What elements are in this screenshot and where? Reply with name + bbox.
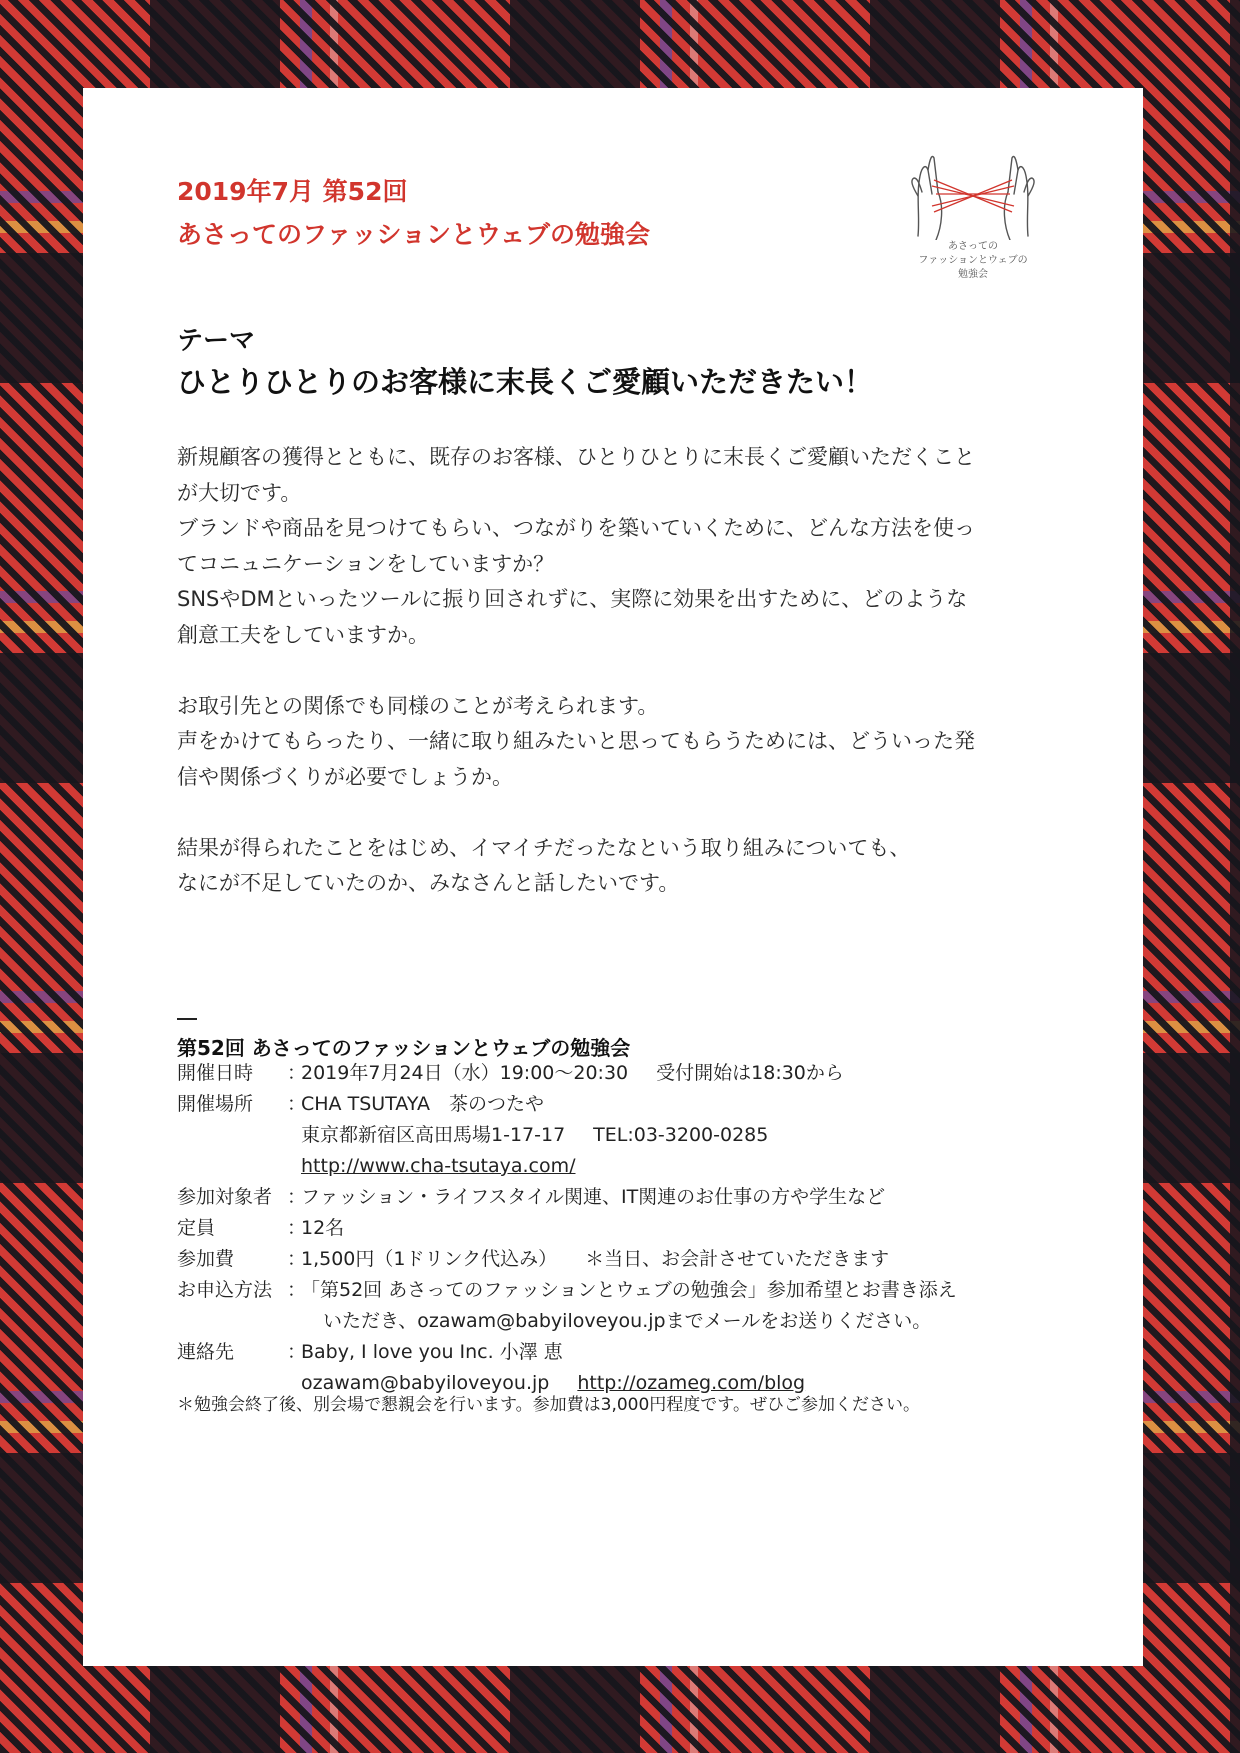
body-text [177, 440, 1077, 902]
date-note: 受付開始は18:30から [656, 1062, 844, 1084]
detail-value: 12名 [301, 1217, 345, 1239]
detail-colon: ： [287, 1062, 307, 1084]
detail-value [301, 1058, 1137, 1089]
body-line: 新規顧客の獲得とともに、既存のお客様、ひとりひとりに末長くご愛顧いただくこと [177, 445, 975, 469]
logo-text-line: あさっての [948, 241, 998, 252]
detail-label: 参加対象者 [177, 1186, 273, 1208]
detail-row-contact [177, 1337, 1137, 1368]
detail-value: 「第52回 あさってのファッションとウェブの勉強会」参加希望とお書き添え [301, 1279, 957, 1301]
detail-row-target [177, 1182, 1137, 1213]
body-line: SNSやDMといったツールに振り回されずに、実際に効果を出すために、どのような [177, 587, 968, 611]
fee-note: ＊当日、お会計させていただきます [585, 1248, 890, 1270]
logo-text-line: 勉強会 [958, 269, 988, 280]
body-line: 声をかけてもらったり、一緒に取り組みたいと思ってもらうためには、どういった発 [177, 729, 975, 753]
detail-colon: ： [287, 1248, 307, 1270]
paragraph-gap [177, 795, 1077, 831]
event-date-title: 2019年7月 第52回 [177, 177, 408, 206]
logo [898, 136, 1048, 286]
detail-colon: ： [287, 1279, 307, 1301]
detail-colon: ： [287, 1093, 307, 1115]
detail-label: 開催日時 [177, 1062, 254, 1084]
body-line: 結果が得られたことをはじめ、イマイチだったなという取り組みについても、 [177, 835, 911, 860]
body-line: なにが不足していたのか、みなさんと話したいです。 [177, 871, 680, 895]
contact-email[interactable]: ozawam@babyiloveyou.jp [301, 1372, 550, 1394]
date-value: 2019年7月24日（水）19:00〜20:30 [301, 1062, 629, 1084]
logo-text [898, 240, 1048, 282]
event-series-title: あさってのファッションとウェブの勉強会 [177, 220, 651, 249]
body-line: てコニュニケーションをしていますか？ [177, 551, 555, 576]
body-line: が大切です。 [177, 480, 302, 505]
detail-row-apply [177, 1275, 1137, 1306]
footnote: ＊勉強会終了後、別会場で懇親会を行います。参加費は3,000円程度です。ぜひご参加ください。 [177, 1395, 920, 1415]
flyer-paper [83, 88, 1143, 1666]
detail-value [301, 1244, 1137, 1275]
venue-tel: TEL:03-3200-0285 [593, 1124, 769, 1146]
theme-title: ひとりひとりのお客様に末長くご愛顧いただきたい！ [177, 365, 874, 399]
venue-address: 東京都新宿区高田馬場1-17-17 [301, 1124, 566, 1146]
detail-colon: ： [287, 1186, 307, 1208]
venue-url-link[interactable]: http://www.cha-tsutaya.com/ [301, 1155, 576, 1177]
details-title: 第52回 あさってのファッションとウェブの勉強会 [177, 1036, 631, 1060]
detail-label: 定員 [177, 1217, 216, 1239]
fee-value: 1,500円（1ドリンク代込み） [301, 1248, 558, 1270]
detail-label: 開催場所 [177, 1093, 254, 1115]
section-divider [177, 1018, 197, 1020]
paragraph-gap [177, 653, 1077, 689]
detail-row-fee [177, 1244, 1137, 1275]
detail-label: 参加費 [177, 1248, 235, 1270]
contact-url-link[interactable]: http://ozameg.com/blog [577, 1372, 806, 1394]
detail-row-capacity [177, 1213, 1137, 1244]
body-line: お取引先との関係でも同様のことが考えられます。 [177, 693, 659, 718]
logo-text-line: ファッションとウェブの [918, 255, 1028, 266]
event-header [177, 170, 737, 256]
detail-value: Baby, I love you Inc. 小澤 恵 [301, 1341, 563, 1363]
venue-address-line [177, 1120, 1137, 1151]
apply-continuation: いただき、ozawam@babyiloveyou.jpまでメールをお送りください。 [323, 1310, 932, 1332]
body-line: 創意工夫をしていますか。 [177, 622, 429, 647]
detail-row-date [177, 1058, 1137, 1089]
detail-colon: ： [287, 1341, 307, 1363]
venue-url-line [177, 1151, 1137, 1182]
body-line: 信や関係づくりが必要でしょうか。 [177, 764, 513, 789]
venue-name: CHA TSUTAYA 茶のつたや [301, 1093, 544, 1115]
detail-label: 連絡先 [177, 1341, 235, 1363]
theme-label: テーマ [177, 326, 256, 356]
event-details [177, 1058, 1137, 1399]
hands-with-string-icon [898, 136, 1048, 240]
detail-label: お申込方法 [177, 1279, 273, 1301]
body-line: ブランドや商品を見つけてもらい、つながりを築いていくために、どんな方法を使っ [177, 516, 975, 540]
detail-row-venue [177, 1089, 1137, 1120]
detail-colon: ： [287, 1217, 307, 1239]
detail-value: ファッション・ライフスタイル関連、IT関連のお仕事の方や学生など [301, 1186, 886, 1208]
